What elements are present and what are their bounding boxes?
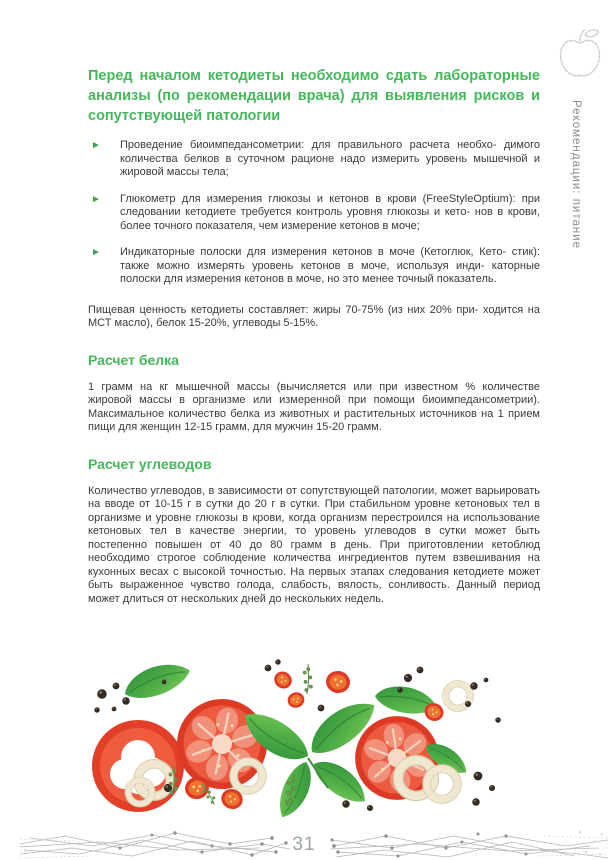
page-content [88, 66, 540, 606]
list-item [88, 139, 540, 180]
section-body-protein: 1 грамм на кг мышечной массы (вычисляется или при известном % количестве жировой массы в организме или измеренной при помощи биоимпедансометрии). Максимальное количество белка из животных и растительных источников на 1 прием пищи для женщин 12-15 грамм, для мужчин 15-20 грамм. [88, 380, 540, 433]
bullet-text: Индикаторные полоски для измерения кетонов в моче (Кетоглюк, Кето- стик): также можно измерять уровень кетонов в моче, используя инди- каторные полоски для измерения кетонов в моче, но это менее точный показатель. [120, 246, 540, 285]
food-photo [70, 656, 540, 828]
apple-icon [556, 26, 604, 80]
list-item [88, 246, 540, 287]
bullet-arrow-icon: ► [91, 140, 101, 151]
chapter-sidebar-label: Рекомендации: питание [570, 100, 582, 250]
intro-heading: Перед началом кетодиеты необходимо сдать лабораторные анализы (по рекомендации врача) для выявления рисков и сопутствующей патологии [88, 68, 540, 124]
bullet-list [88, 139, 540, 287]
section-heading-protein: Расчет белка [88, 351, 179, 368]
page-number: 31 [292, 834, 316, 855]
section-body-carbs: Количество углеводов, в зависимости от сопутствующей патологии, может варьировать на вводе от 10-15 г в сутки до 20 г в сутки. При стабильном уровне кетоновых тел в организме и уровне глюкозы в крови, когда организм перестроился на использование кетоновых тел в качестве энергии, то уровень углеводов в сутки может быть постепенно повышен от 40 до 80 грамм в день. При приготовлении кетоблюд необходимо строгое соблюдение количества ингредиентов путем взвешивания на кухонных весах с высокой точностью. На первых этапах следования кетодиете может быть выраженное чувство голода, слабость, вялость, сонливость. Данный период может длиться от нескольких дней до нескольких недель. [88, 484, 540, 605]
nutrition-paragraph: Пищевая ценность кетодиеты составляет: жиры 70-75% (из них 20% при- ходится на МСТ масло), белок 15-20%, углеводы 5-15%. [88, 303, 540, 329]
section-heading-carbs: Расчет углеводов [88, 455, 212, 472]
bullet-text: Проведение биоимпедансометрии: для правильного расчета необхо- димого количества белков в суточном рационе надо измерить уровень мышечной и жировой массы тела; [120, 139, 540, 178]
bullet-arrow-icon: ► [91, 247, 101, 258]
list-item [88, 193, 540, 234]
bullet-arrow-icon: ► [91, 193, 101, 205]
network-decor-right-icon [328, 824, 608, 860]
bullet-text: Глюкометр для измерения глюкозы и кетонов в крови (FreeStyleOptium): при следовании кетодиете требуется контроль уровня глюкозы и кето- нов в крови, более точного показателя, чем измерение кетонов в моче; [120, 192, 540, 232]
network-decor-left-icon [20, 828, 290, 860]
